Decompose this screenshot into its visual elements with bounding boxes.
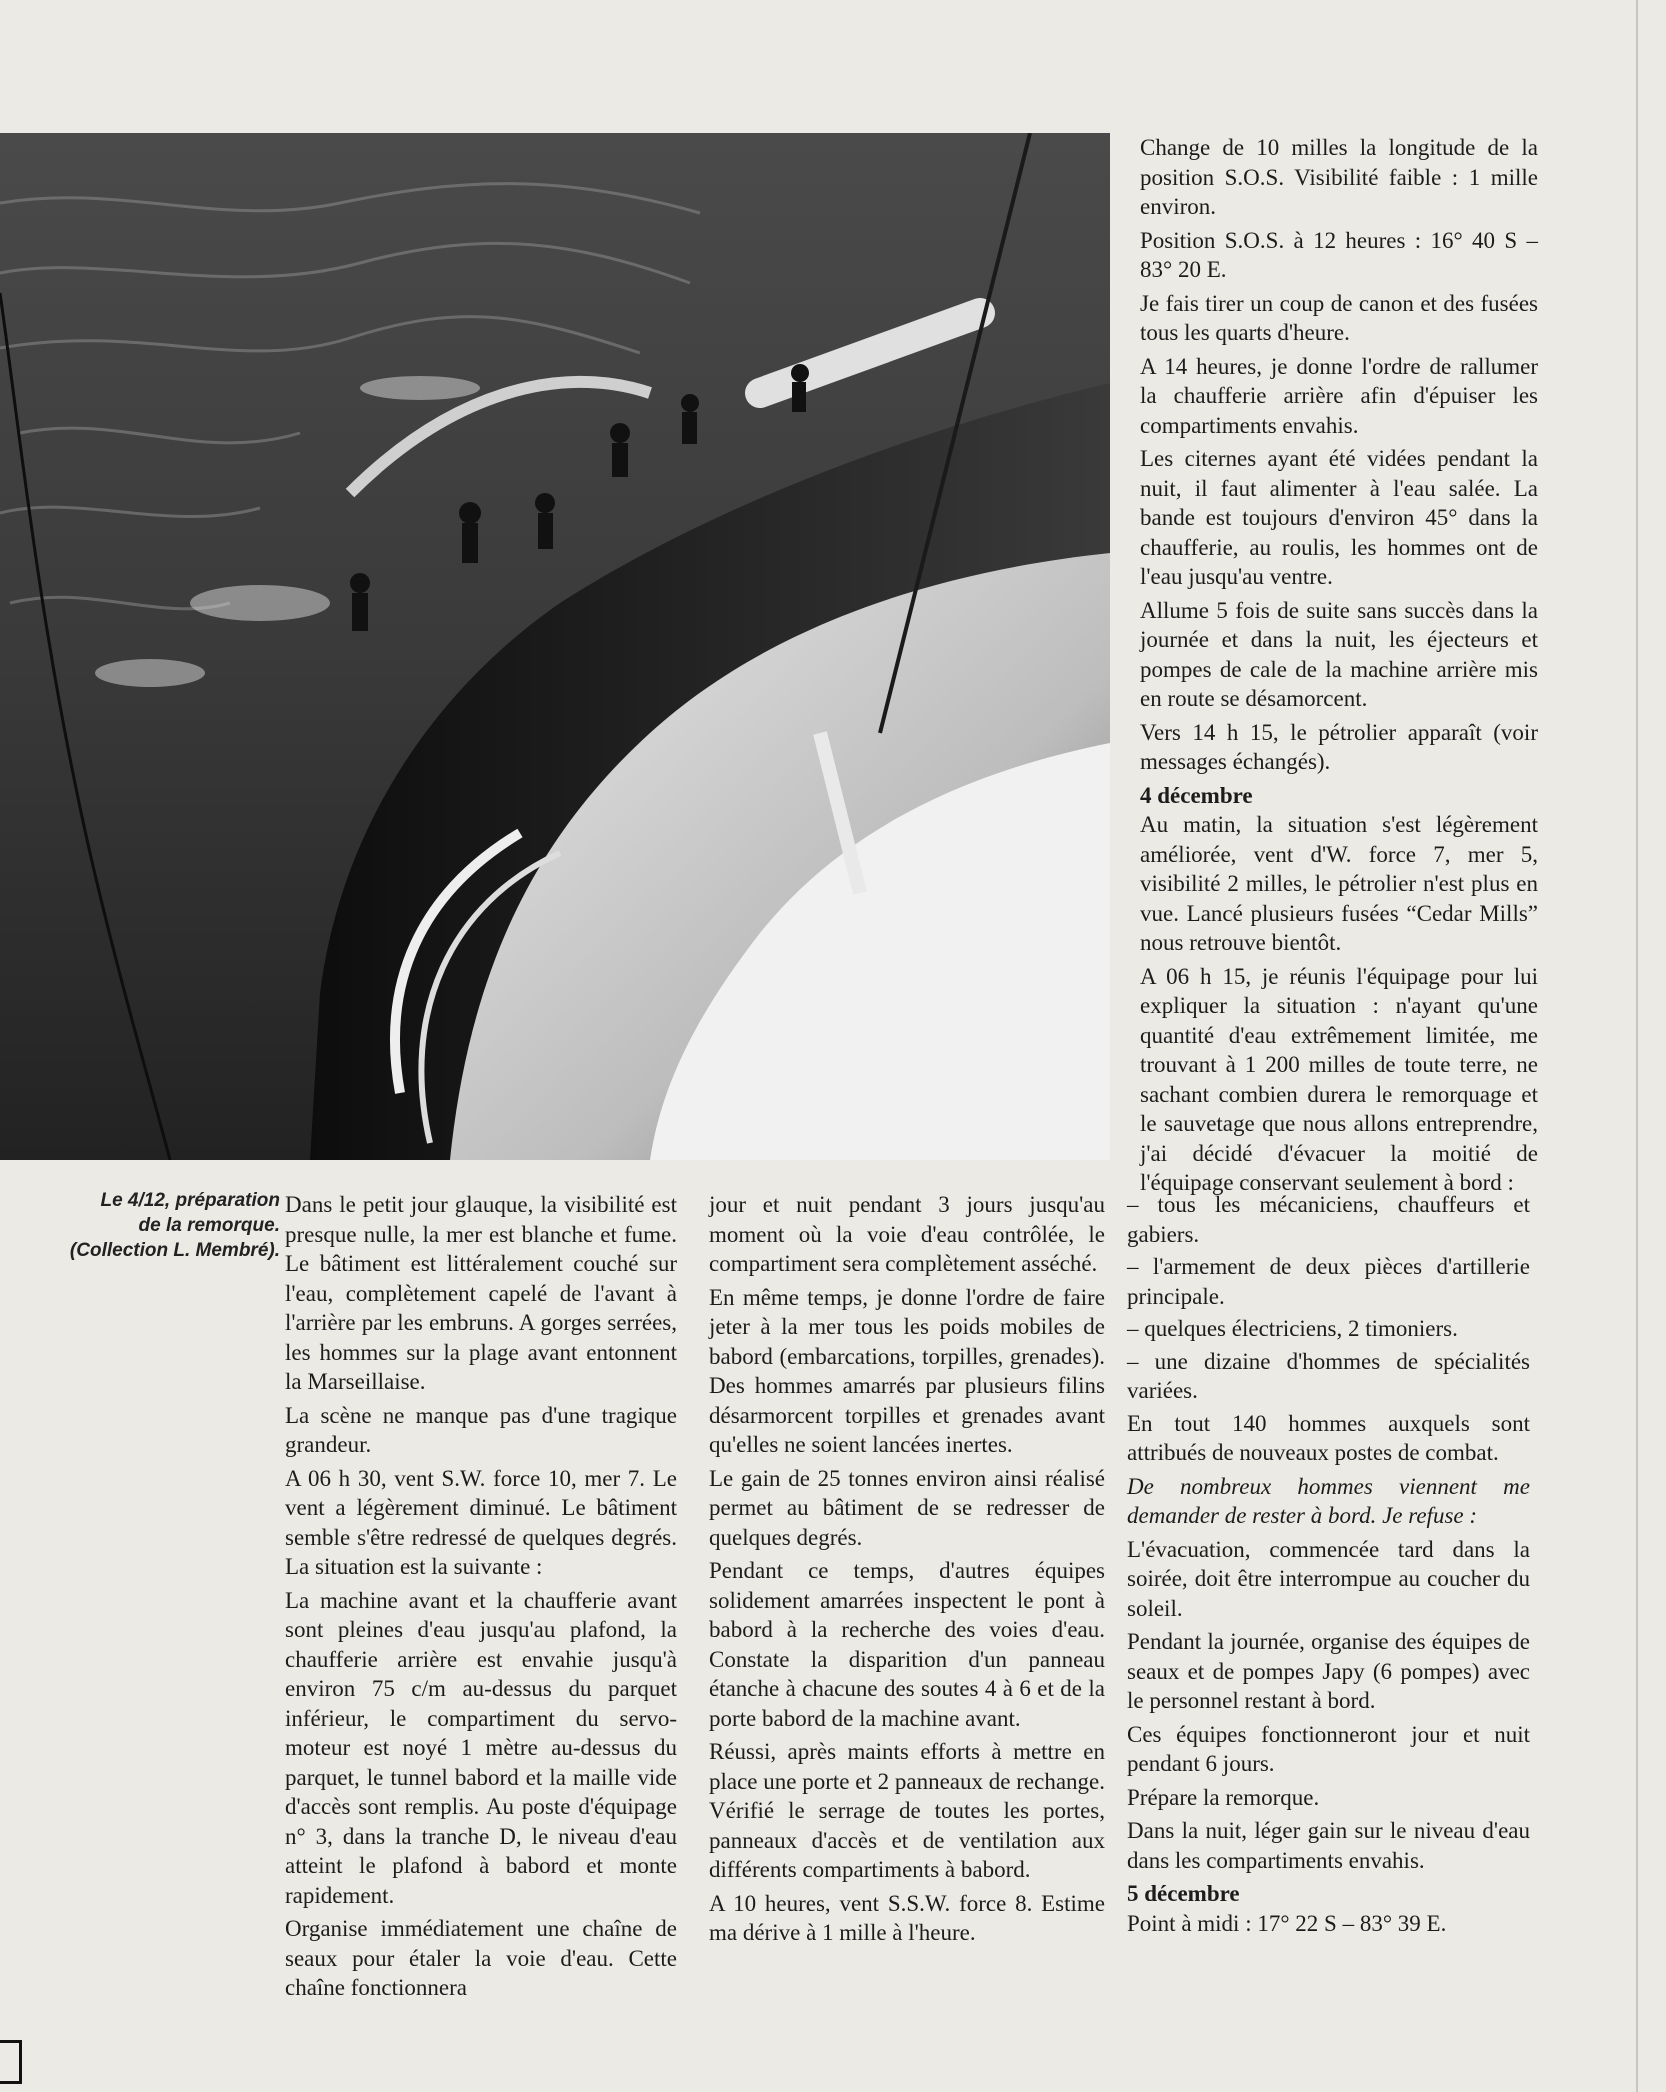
margin-bracket xyxy=(0,2040,22,2084)
caption-line: (Collection L. Membré). xyxy=(69,1240,280,1261)
list-item: – une dizaine d'hommes de spécialités variées. xyxy=(1127,1348,1530,1403)
photograph-image xyxy=(0,133,1110,1160)
photograph xyxy=(0,133,1110,1160)
caption-line: Le 4/12, préparation xyxy=(100,1190,280,1211)
caption-line: de la remorque. xyxy=(138,1215,280,1236)
paragraph: Dans la nuit, léger gain sur le niveau d'eau dans les compartiments envahis. xyxy=(1127,1818,1530,1873)
date-heading: 4 décembre xyxy=(1140,782,1253,808)
paragraph: Vers 14 h 15, le pétrolier apparaît (voir messages échangés). xyxy=(1140,719,1538,774)
paragraph: A 06 h 15, je réunis l'équipage pour lui expliquer la situation : n'ayant qu'une quantité d'eau extrêmement limitée, me trouvant à 1 200 milles de toute terre, ne sachant combien durera le remorquage et le sauvetage que nous allons entreprendre, j'ai décidé d'évacuer la moitié de l'équipage conservant seulement à bord : xyxy=(1140,963,1538,1195)
paragraph: Au matin, la situation s'est légèrement améliorée, vent d'W. force 7, mer 5, visibilité 2 milles, le pétrolier n'est plus en vue. Lancé plusieurs fusées “Cedar Mills” nous retrouve bientôt. xyxy=(1140,812,1538,955)
paragraph: L'évacuation, commencée tard dans la soirée, doit être interrompue au coucher du soleil. xyxy=(1127,1536,1530,1621)
paragraph: Allume 5 fois de suite sans succès dans la journée et dans la nuit, les éjecteurs et pompes de cale de la machine arrière mis en route se désamorcent. xyxy=(1140,597,1538,711)
paragraph: Point à midi : 17° 22 S – 83° 39 E. xyxy=(1127,1910,1447,1936)
text-column-3-top xyxy=(1140,133,1538,1202)
paragraph: Le gain de 25 tonnes environ ainsi réalisé permet au bâtiment de se redresser de quelques degrés. xyxy=(709,1465,1105,1550)
paragraph: Les citernes ayant été vidées pendant la nuit, il faut alimenter à l'eau salée. La bande est toujours d'environ 45° dans la chaufferie, au roulis, les hommes ont de l'eau jusqu'au ventre. xyxy=(1140,446,1538,589)
paragraph: A 10 heures, vent S.S.W. force 8. Estime ma dérive à 1 mille à l'heure. xyxy=(709,1890,1105,1945)
paragraph: jour et nuit pendant 3 jours jusqu'au moment où la voie d'eau contrôlée, le compartiment sera complètement asséché. xyxy=(709,1192,1105,1276)
paragraph: A 14 heures, je donne l'ordre de rallumer la chaufferie arrière afin d'épuiser les compartiments envahis. xyxy=(1140,353,1538,438)
list-item: – tous les mécaniciens, chauffeurs et gabiers. xyxy=(1127,1192,1530,1247)
page-edge xyxy=(1636,0,1638,2092)
paragraph: Réussi, après maints efforts à mettre en place une porte et 2 panneaux de rechange. Vérifié le serrage de toutes les portes, panneaux d'accès et de ventilation aux différents compartiments à babord. xyxy=(709,1739,1105,1882)
list-item: – quelques électriciens, 2 timoniers. xyxy=(1127,1316,1458,1341)
paragraph: A 06 h 30, vent S.W. force 10, mer 7. Le vent a légèrement diminué. Le bâtiment semble s'être redressé de quelques degrés. La situation est la suivante : xyxy=(285,1465,677,1579)
paragraph: Je fais tirer un coup de canon et des fusées tous les quarts d'heure. xyxy=(1140,290,1538,345)
list-item: – l'armement de deux pièces d'artillerie principale. xyxy=(1127,1254,1530,1309)
text-column-1 xyxy=(285,1190,677,2007)
paragraph: Dans le petit jour glauque, la visibilité est presque nulle, la mer est blanche et fume. Le bâtiment est littéralement couché sur l'eau, complètement capelé de l'avant à l'arrière par les embruns. A gorges serrées, les hommes sur la plage avant entonnent la Marseillaise. xyxy=(285,1192,677,1394)
paragraph: Prépare la remorque. xyxy=(1127,1784,1320,1810)
paragraph: Pendant ce temps, d'autres équipes solidement amarrées inspectent le pont à babord à la recherche des voies d'eau. Constate la disparition d'un panneau étanche à chacune des soutes 4 à 6 et de la porte babord de la machine avant. xyxy=(709,1558,1105,1731)
paragraph: En même temps, je donne l'ordre de faire jeter à la mer tous les poids mobiles de babord (embarcations, torpilles, grenades). Des hommes amarrés par plusieurs filins désarmorcent torpilles et grenades avant qu'elles ne soient lancées inertes. xyxy=(709,1284,1105,1457)
text-column-2 xyxy=(709,1190,1105,1952)
paragraph-italic: De nombreux hommes viennent me demander de rester à bord. Je refuse : xyxy=(1127,1473,1530,1528)
paragraph: Organise immédiatement une chaîne de seaux pour étaler la voie d'eau. Cette chaîne fonctionnera xyxy=(285,1916,677,2000)
paragraph: Pendant la journée, organise des équipes de seaux et de pompes Japy (6 pompes) avec le personnel restant à bord. xyxy=(1127,1629,1530,1713)
text-column-3-bottom xyxy=(1127,1190,1530,1942)
paragraph: Ces équipes fonctionneront jour et nuit pendant 6 jours. xyxy=(1127,1721,1530,1776)
date-heading: 5 décembre xyxy=(1127,1881,1240,1906)
paragraph: La machine avant et la chaufferie avant sont pleines d'eau jusqu'au plafond, la chaufferie arrière est envahie jusqu'à environ 75 c/m au-dessus du parquet inférieur, le compartiment du servo-moteur est noyé 1 mètre au-dessus du parquet, le tunnel babord et la maille vide d'accès sont remplis. Au poste d'équipage n° 3, dans la tranche D, le niveau d'eau atteint le plafond à babord et monte rapidement. xyxy=(285,1587,677,1908)
paragraph: En tout 140 hommes auxquels sont attribués de nouveaux postes de combat. xyxy=(1127,1410,1530,1465)
paragraph: Position S.O.S. à 12 heures : 16° 40 S – 83° 20 E. xyxy=(1140,227,1538,282)
photo-caption xyxy=(0,1188,280,1263)
paragraph: Change de 10 milles la longitude de la position S.O.S. Visibilité faible : 1 mille environ. xyxy=(1140,135,1538,219)
paragraph: La scène ne manque pas d'une tragique grandeur. xyxy=(285,1402,677,1457)
